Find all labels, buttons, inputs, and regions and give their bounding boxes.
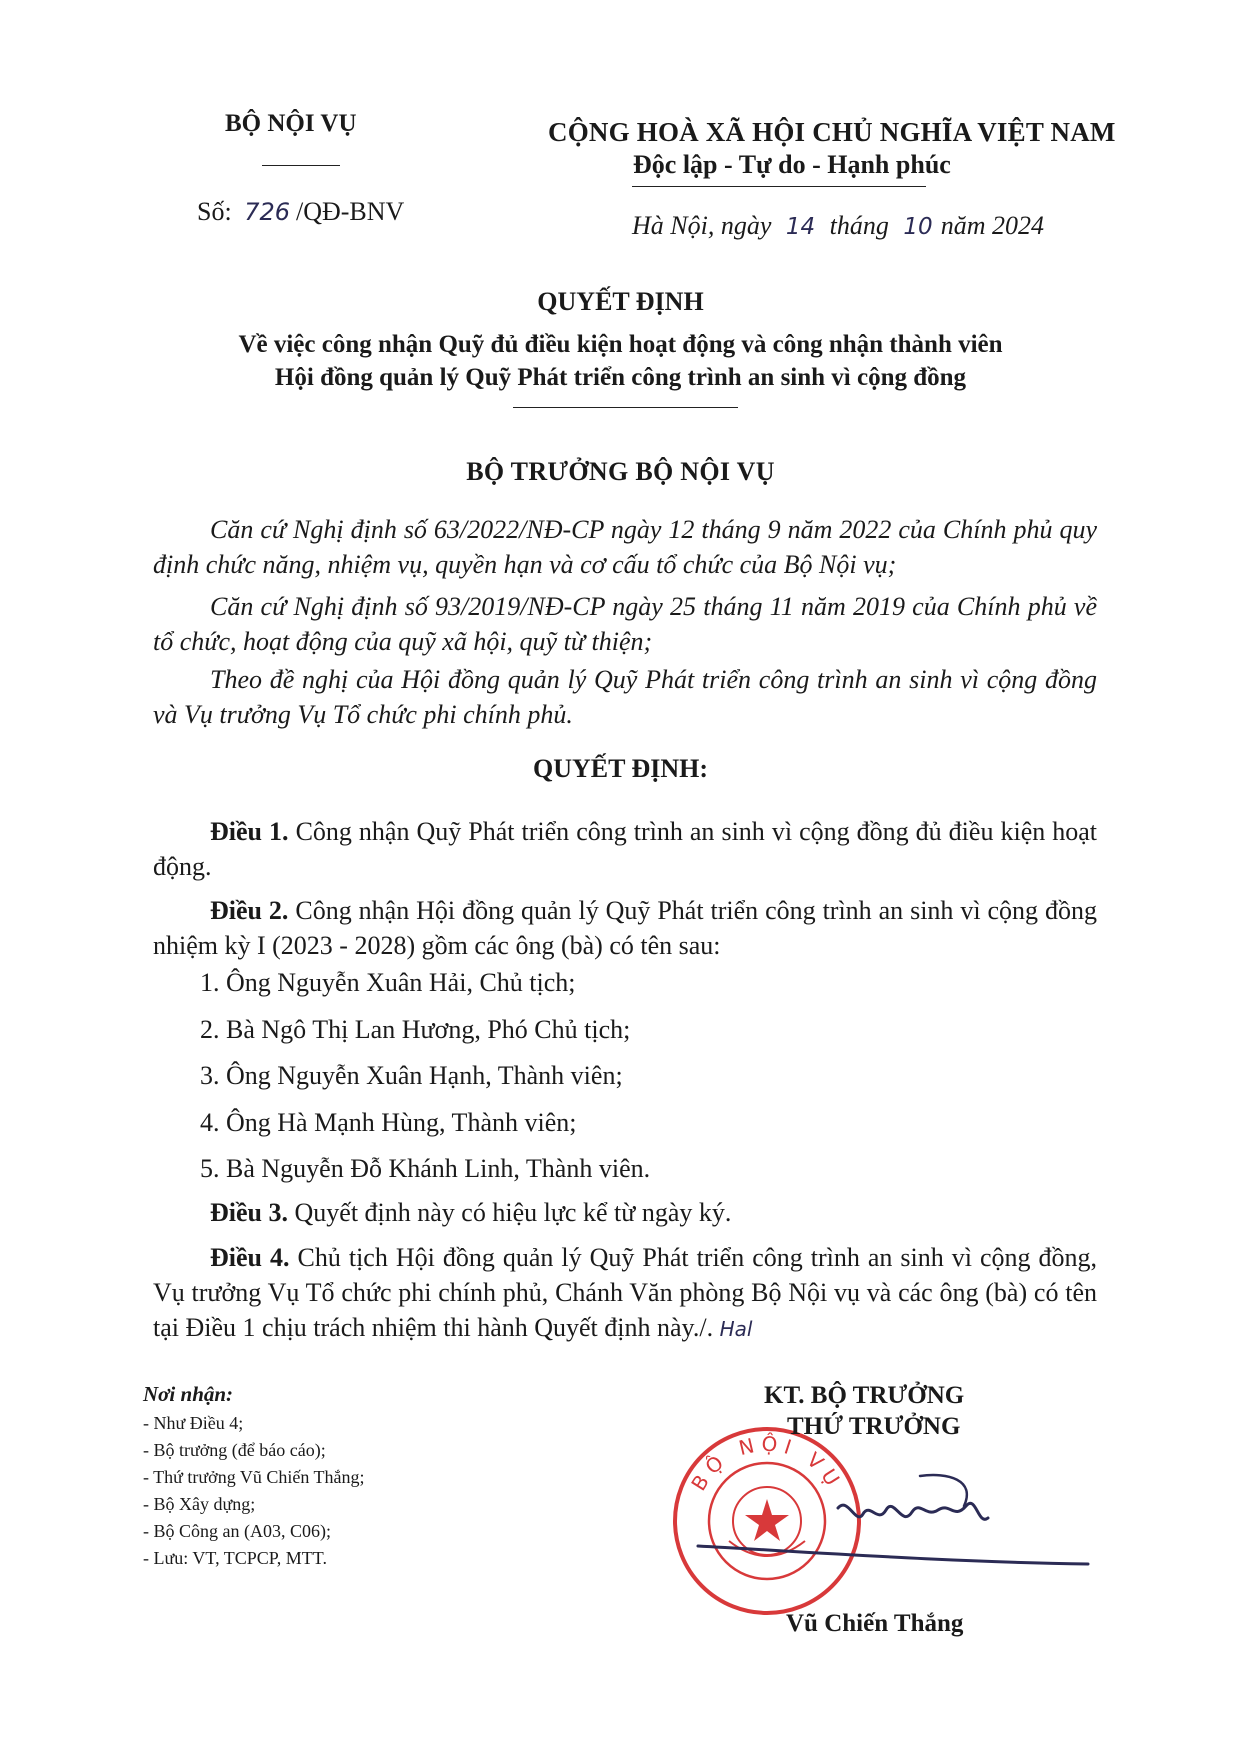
doc-number-handwritten: 726	[244, 198, 290, 226]
article-3	[153, 1195, 1097, 1230]
date-month-label: tháng	[829, 211, 889, 240]
handwritten-signature	[688, 1466, 1098, 1586]
doc-number-prefix: Số:	[197, 197, 232, 226]
handwritten-initials: Hal	[719, 1317, 753, 1341]
recipient-item: - Bộ trưởng (để báo cáo);	[143, 1440, 326, 1460]
signer-name: Vũ Chiến Thắng	[786, 1610, 964, 1637]
recipient-item: - Như Điều 4;	[143, 1413, 244, 1433]
issuing-authority: BỘ TRƯỞNG BỘ NỘI VỤ	[466, 457, 775, 486]
recipient-item: - Lưu: VT, TCPCP, MTT.	[143, 1548, 327, 1568]
recipient-item: - Bộ Công an (A03, C06);	[143, 1521, 331, 1541]
document-number	[197, 197, 404, 227]
article-3-text: Quyết định này có hiệu lực kể từ ngày ký.	[294, 1198, 732, 1227]
date-month: 10	[903, 214, 933, 240]
doc-number-suffix: /QĐ-BNV	[296, 197, 405, 226]
svg-text:BỘ NỘI VỤ: BỘ NỘI VỤ	[686, 1431, 848, 1495]
article-1-label: Điều 1.	[210, 817, 289, 846]
decision-subject-line-1: Về việc công nhận Quỹ đủ điều kiện hoạt động và công nhận thành viên	[238, 331, 1003, 358]
date-prefix: Hà Nội, ngày	[632, 211, 772, 240]
member-item: 3. Ông Nguyễn Xuân Hạnh, Thành viên;	[200, 1061, 623, 1090]
date-year: năm 2024	[940, 211, 1044, 240]
national-motto: Độc lập - Tự do - Hạnh phúc	[633, 150, 951, 179]
decision-heading: QUYẾT ĐỊNH:	[532, 754, 709, 783]
recipient-item: - Thứ trưởng Vũ Chiến Thắng;	[143, 1467, 365, 1487]
article-2-text: Công nhận Hội đồng quản lý Quỹ Phát triển công trình an sinh vì cộng đồng nhiệm kỳ I (2023 - 2028) gồm các ông (bà) có tên sau:	[153, 896, 1097, 960]
article-1-text: Công nhận Quỹ Phát triển công trình an sinh vì cộng đồng đủ điều kiện hoạt động.	[153, 817, 1098, 881]
ministry-divider	[262, 165, 340, 166]
title-divider	[513, 407, 738, 408]
article-4-label: Điều 4.	[210, 1243, 290, 1272]
decision-subject-line-2: Hội đồng quản lý Quỹ Phát triển công trình an sinh vì cộng đồng	[274, 364, 967, 391]
date-day: 14	[785, 214, 816, 240]
member-item: 1. Ông Nguyễn Xuân Hải, Chủ tịch;	[200, 968, 576, 997]
member-item: 2. Bà Ngô Thị Lan Hương, Phó Chủ tịch;	[200, 1015, 631, 1044]
nation-title: CỘNG HOÀ XÃ HỘI CHỦ NGHĨA VIỆT NAM	[548, 117, 1116, 147]
article-3-label: Điều 3.	[210, 1198, 288, 1227]
member-item: 4. Ông Hà Mạnh Hùng, Thành viên;	[200, 1108, 577, 1137]
signature-title-2: THỨ TRƯỞNG	[787, 1413, 961, 1440]
issuing-ministry: BỘ NỘI VỤ	[225, 110, 357, 137]
signature-title-1: KT. BỘ TRƯỞNG	[764, 1382, 965, 1409]
article-4	[153, 1240, 1097, 1347]
legal-basis-1: Căn cứ Nghị định số 63/2022/NĐ-CP ngày 12 tháng 9 năm 2022 của Chính phủ quy định chức năng, nhiệm vụ, quyền hạn và cơ cấu tổ chức của Bộ Nội vụ;	[153, 515, 1097, 579]
recipients-list	[143, 1410, 365, 1572]
article-2-label: Điều 2.	[210, 896, 289, 925]
place-date	[632, 211, 1044, 241]
article-1	[153, 814, 1097, 884]
recipient-item: - Bộ Xây dựng;	[143, 1494, 256, 1514]
legal-basis-2: Căn cứ Nghị định số 93/2019/NĐ-CP ngày 25 tháng 11 năm 2019 của Chính phủ về tổ chức, hoạt động của quỹ xã hội, quỹ từ thiện;	[153, 592, 1097, 656]
member-item: 5. Bà Nguyễn Đỗ Khánh Linh, Thành viên.	[200, 1154, 651, 1183]
motto-divider	[632, 186, 926, 187]
article-2	[153, 893, 1097, 963]
legal-basis-3: Theo đề nghị của Hội đồng quản lý Quỹ Phát triển công trình an sinh vì cộng đồng và Vụ trưởng Vụ Tổ chức phi chính phủ.	[153, 665, 1097, 729]
article-4-text: Chủ tịch Hội đồng quản lý Quỹ Phát triển công trình an sinh vì cộng đồng, Vụ trưởng Vụ Tổ chức phi chính phủ, Chánh Văn phòng Bộ Nội vụ và các ông (bà) có tên tại Điều 1 chịu trách nhiệm thi hành Quyết định này./.	[153, 1243, 1098, 1342]
decision-title: QUYẾT ĐỊNH	[537, 287, 704, 316]
recipients-title: Nơi nhận:	[143, 1382, 234, 1406]
